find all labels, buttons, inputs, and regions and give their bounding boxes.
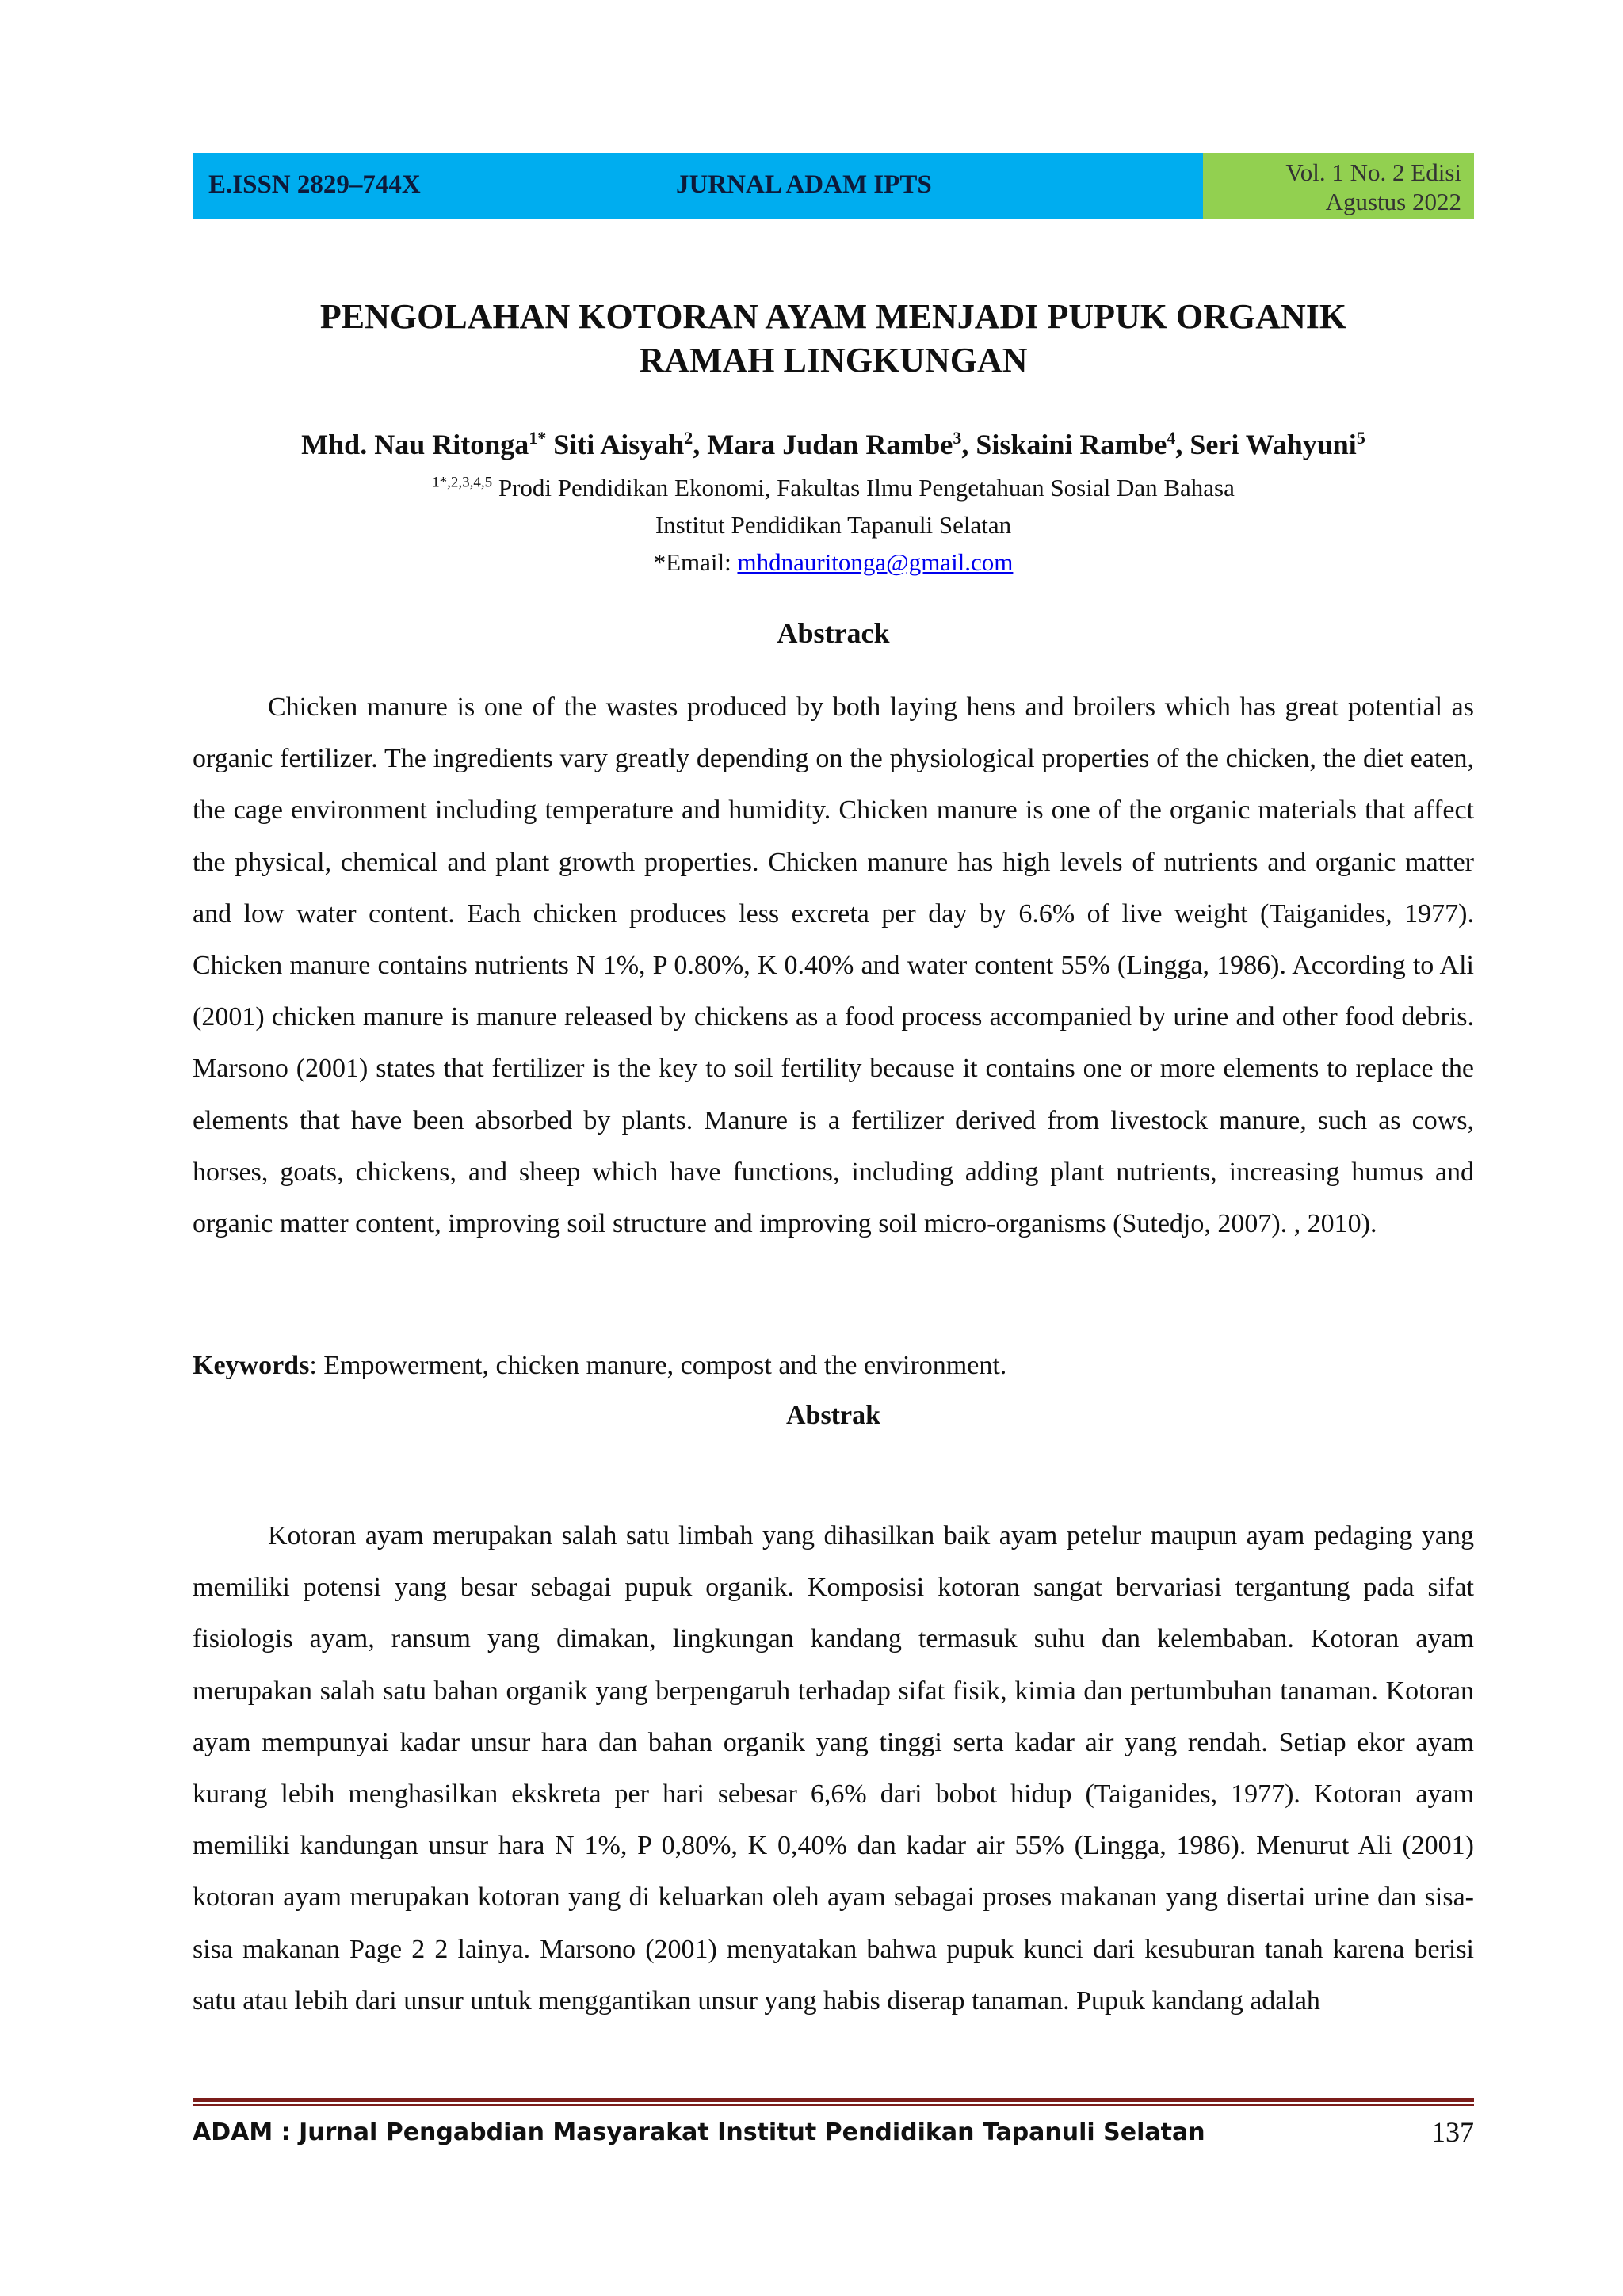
author-sup: 1* — [529, 428, 547, 448]
author-list — [193, 428, 1474, 461]
issn-label: E.ISSN 2829–744X — [208, 170, 421, 199]
author-sup: 4 — [1167, 428, 1176, 448]
volume-line-1: Vol. 1 No. 2 Edisi — [1285, 158, 1461, 186]
title-line-1: PENGOLAHAN KOTORAN AYAM MENJADI PUPUK ORGANIK — [319, 297, 1347, 336]
email-label: *Email: — [653, 548, 738, 576]
volume-line-2: Agustus 2022 — [1325, 188, 1461, 215]
footer-rule-thick — [193, 2098, 1474, 2102]
footer-journal-name: ADAM : Jurnal Pengabdian Masyarakat Institut Pendidikan Tapanuli Selatan — [193, 2119, 1205, 2146]
affiliation-line-1 — [193, 474, 1474, 502]
affiliation-email-line — [193, 548, 1474, 577]
keywords-label: Keywords — [193, 1351, 310, 1380]
author-name: Siti Aisyah — [546, 429, 685, 460]
page-number: 137 — [1431, 2116, 1474, 2148]
author-sup: 2 — [684, 428, 693, 448]
author-sup: 3 — [953, 428, 962, 448]
keywords-text: : Empowerment, chicken manure, compost and the environment. — [309, 1351, 1007, 1380]
abstract-en-body: Chicken manure is one of the wastes produced by both laying hens and broilers which has great potential as organic fertilizer. The ingredients vary greatly depending on the physiological properties of the chicken, the diet eaten, the cage environment including temperature and humidity. Chicken manure is one of the organic materials that affect the physical, chemical and plant growth properties. Chicken manure has high levels of nutrients and organic matter and low water content. Each chicken produces less excreta per day by 6.6% of live weight (Taiganides, 1977). Chicken manure contains nutrients N 1%, P 0.80%, K 0.40% and water content 55% (Lingga, 1986). According to Ali (2001) chicken manure is manure released by chickens as a food process accompanied by urine and other food debris. Marsono (2001) states that fertilizer is the key to soil fertility because it contains one or more elements to replace the elements that have been absorbed by plants. Manure is a fertilizer derived from livestock manure, such as cows, horses, goats, chickens, and sheep which have functions, including adding plant nutrients, increasing humus and organic matter content, improving soil structure and improving soil micro-organisms (Sutedjo, 2007). , 2010). — [193, 692, 1474, 1239]
author-name: , Mara Judan Rambe — [693, 429, 953, 460]
email-link[interactable]: mhdnauritonga@gmail.com — [737, 548, 1014, 576]
journal-header-band — [193, 153, 1474, 219]
author-name: , Seri Wahyuni — [1175, 429, 1357, 460]
affiliation-institution: Institut Pendidikan Tapanuli Selatan — [655, 511, 1012, 539]
title-line-2: RAMAH LINGKUNGAN — [639, 341, 1028, 379]
author-name: , Siskaini Rambe — [961, 429, 1167, 460]
journal-name: JURNAL ADAM IPTS — [676, 170, 932, 199]
abstract-en-heading: Abstrack — [777, 617, 890, 649]
volume-info — [1285, 158, 1461, 216]
author-sup: 5 — [1356, 428, 1365, 448]
footer-rule-thin — [193, 2104, 1474, 2106]
author-name: Mhd. Nau Ritonga — [301, 429, 529, 460]
affiliation-sup: 1*,2,3,4,5 — [432, 474, 493, 491]
abstract-id-body: Kotoran ayam merupakan salah satu limbah yang dihasilkan baik ayam petelur maupun ayam pedaging yang memiliki potensi yang besar sebagai pupuk organik. Komposisi kotoran sangat bervariasi tergantung pada sifat fisiologis ayam, ransum yang dimakan, lingkungan kandang termasuk suhu dan kelembaban. Kotoran ayam merupakan salah satu bahan organik yang berpengaruh terhadap sifat fisik, kimia dan pertumbuhan tanaman. Kotoran ayam mempunyai kadar unsur hara dan bahan organik yang tinggi serta kadar air yang rendah. Setiap ekor ayam kurang lebih menghasilkan ekskreta per hari sebesar 6,6% dari bobot hidup (Taiganides, 1977). Kotoran ayam memiliki kandungan unsur hara N 1%, P 0,80%, K 0,40% dan kadar air 55% (Lingga, 1986). Menurut Ali (2001) kotoran ayam merupakan kotoran yang di keluarkan oleh ayam sebagai proses makanan yang disertai urine dan sisa-sisa makanan Page 2 2 lainya. Marsono (2001) menyatakan bahwa pupuk kunci dari kesuburan tanah karena berisi satu atau lebih dari unsur untuk menggantikan unsur yang habis diserap tanaman. Pupuk kandang adalah — [193, 1521, 1474, 2016]
affiliation-program: Prodi Pendidikan Ekonomi, Fakultas Ilmu Pengetahuan Sosial Dan Bahasa — [492, 474, 1235, 502]
article-title — [193, 295, 1474, 382]
abstract-id-heading: Abstrak — [785, 1401, 881, 1430]
keywords-line — [193, 1351, 1474, 1381]
